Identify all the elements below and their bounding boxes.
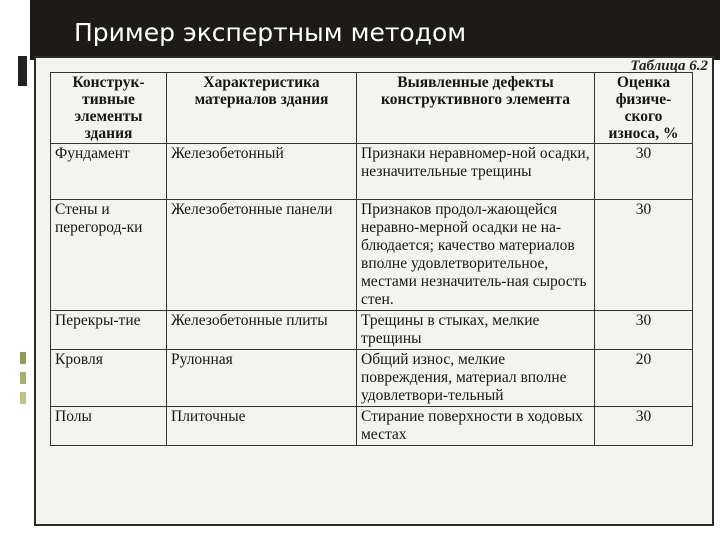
table-header-row [51, 73, 693, 144]
header-material: Характеристика материалов здания [167, 73, 357, 144]
cell-material: Железобетонный [167, 144, 357, 200]
slide-title: Пример экспертным методом [74, 18, 467, 47]
cell-defects: Общий износ, мелкие повреждения, материал вполне удовлетвори-тельный [357, 350, 595, 407]
cell-material: Железобетонные панели [167, 200, 357, 311]
accent-marker [20, 352, 26, 364]
cell-element: Кровля [51, 350, 167, 407]
cell-element: Фундамент [51, 144, 167, 200]
accent-bar [18, 56, 27, 86]
cell-element: Полы [51, 407, 167, 446]
header-defects: Выявленные дефекты конструктивного элемента [357, 73, 595, 144]
cell-wear: 30 [595, 311, 693, 350]
cell-wear: 30 [595, 144, 693, 200]
table-row [51, 144, 693, 200]
cell-defects: Трещины в стыках, мелкие трещины [357, 311, 595, 350]
accent-marker [20, 372, 26, 384]
cell-wear: 20 [595, 350, 693, 407]
table-image [34, 56, 714, 526]
cell-material: Рулонная [167, 350, 357, 407]
table-row [51, 350, 693, 407]
accent-marker [20, 392, 26, 404]
cell-material: Плиточные [167, 407, 357, 446]
cell-material: Железобетонные плиты [167, 311, 357, 350]
wear-table [50, 72, 693, 446]
cell-defects: Стирание поверхности в ходовых местах [357, 407, 595, 446]
table-row [51, 407, 693, 446]
cell-element: Стены и перегород-ки [51, 200, 167, 311]
table-caption: Таблица 6.2 [630, 58, 708, 74]
cell-defects: Признаки неравномер-ной осадки, незначительные трещины [357, 144, 595, 200]
header-element: Конструк-тивные элементы здания [51, 73, 167, 144]
cell-wear: 30 [595, 200, 693, 311]
table-row [51, 200, 693, 311]
cell-defects: Признаков продол-жающейся неравно-мерной осадки не на-блюдается; качество материалов вполне удовлетворительное, местами незначитель-ная сырость стен. [357, 200, 595, 311]
table-row [51, 311, 693, 350]
header-wear: Оценка физиче-ского износа, % [595, 73, 693, 144]
cell-wear: 30 [595, 407, 693, 446]
cell-element: Перекры-тие [51, 311, 167, 350]
